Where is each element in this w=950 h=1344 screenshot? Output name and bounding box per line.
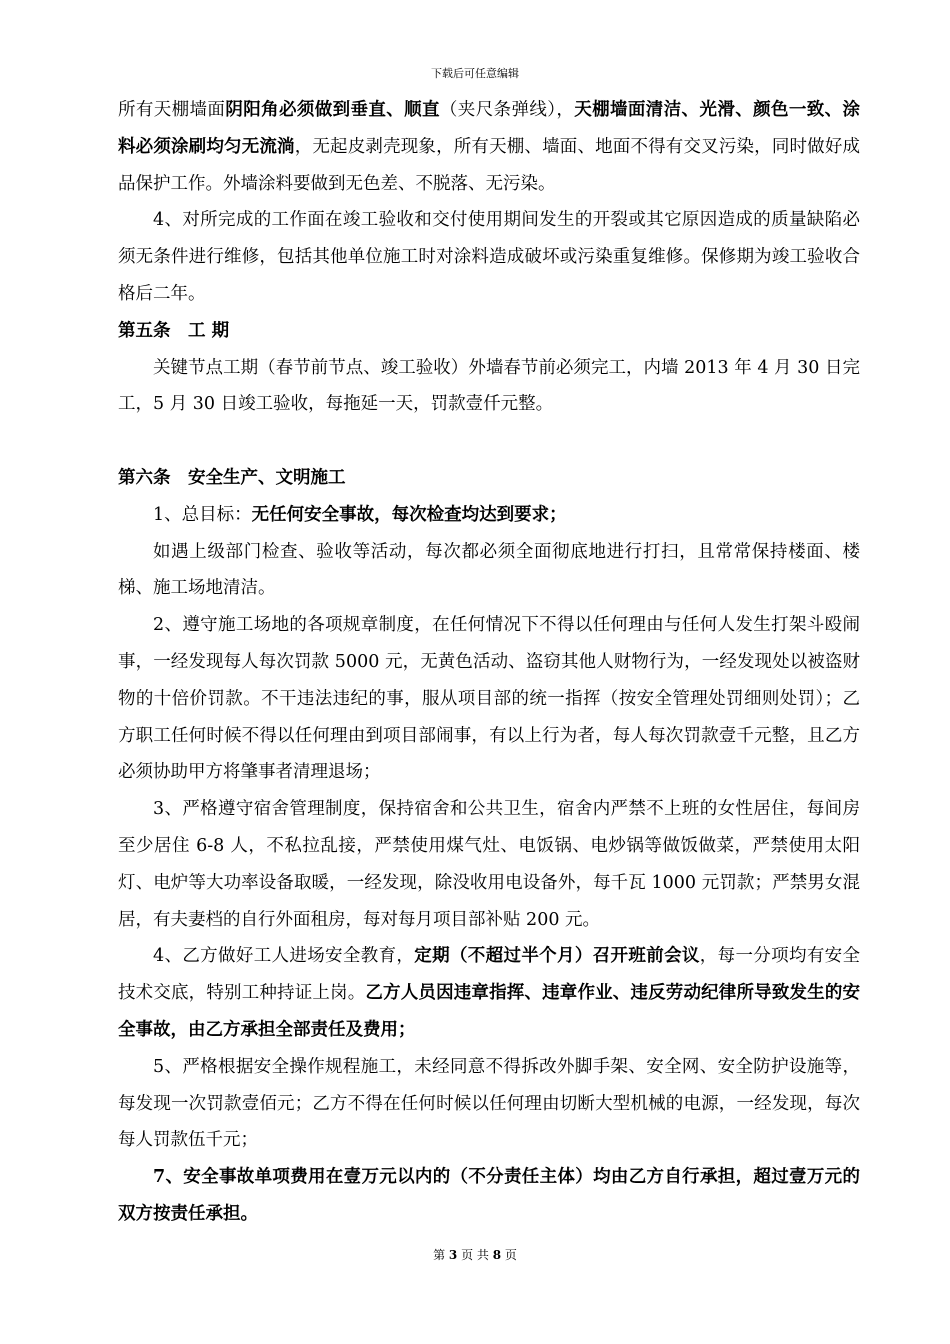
paragraph-accident-cost: 7、安全事故单项费用在壹万元以内的（不分责任主体）均由乙方自行承担，超过壹万元的双方按责任承担。 — [118, 1167, 860, 1224]
emphasis-goal: 无任何安全事故，每次检查均达到要求； — [251, 504, 567, 525]
paragraph-schedule: 关键节点工期（春节前节点、竣工验收）外墙春节前必须完工，内墙 2013 年 4 月 30 日完工，5 月 30 日竣工验收，每拖延一天，罚款壹仟元整。 — [118, 357, 860, 415]
section-number: 第五条 — [118, 320, 171, 341]
section-number: 第六条 — [118, 467, 171, 488]
page-number: 3 — [448, 1248, 458, 1262]
page-total: 8 — [492, 1248, 502, 1262]
page-footer: 第 3 页 共 8 页 — [433, 1248, 517, 1262]
paragraph-safety-education: 4、乙方做好工人进场安全教育，定期（不超过半个月）召开班前会议，每一分项均有安全技术交底，特别工种持证上岗。乙方人员因违章指挥、违章作业、违反劳动纪律所导致发生的安全事故，由乙方承担全部责任及费用； — [118, 946, 861, 1040]
paragraph-operation-rules: 5、严格根据安全操作规程施工，未经同意不得拆改外脚手架、安全网、安全防护设施等，每发现一次罚款壹佰元；乙方不得在任何时候以任何理由切断大型机械的电源，一经发现，每次每人罚款伍千元； — [118, 1056, 860, 1151]
paragraph-warranty: 4、对所完成的工作面在竣工验收和交付使用期间发生的开裂或其它原因造成的质量缺陷必须无条件进行维修，包括其他单位施工时对涂料造成破坏或污染重复维修。保修期为竣工验收合格后二年。 — [118, 210, 860, 304]
page-header: 下载后可任意编辑 — [431, 67, 519, 80]
paragraph-inspection: 如遇上级部门检查、验收等活动，每次都必须全面彻底地进行打扫，且常常保持楼面、楼梯、施工场地清洁。 — [118, 541, 860, 599]
emphasis-liability: 乙方人员因违章指挥、违章作业、违反劳动纪律所导致发生的安全事故，由乙方承担全部责任及费用； — [118, 983, 860, 1040]
emphasis-surface-requirement: 天棚墙面清洁、光滑、颜色一致、涂料必须涂刷均匀无流淌 — [118, 100, 861, 157]
document-body — [118, 92, 860, 1233]
paragraph-site-rules: 2、遵守施工场地的各项规章制度，在任何情况下不得以任何理由与任何人发生打架斗殴闹事，一经发现每人每次罚款 5000 元，无黄色活动、盗窃其他人财物行为，一经发现处以被盗财物的十倍价罚款。不干违法违纪的事，服从项目部的统一指挥（按安全管理处罚细则处罚）；乙方职工任何时候不得以任何理由到项目部闹事，有以上行为者，每人每次罚款壹千元整，且乙方必须协助甲方将肇事者清理退场； — [118, 615, 860, 783]
emphasis-meeting: 定期（不超过半个月）召开班前会议 — [414, 946, 700, 967]
section-title: 安全生产、文明施工 — [188, 467, 346, 488]
emphasis-corner-requirement: 阴阳角必须做到垂直、顺直 — [225, 100, 440, 120]
paragraph-finish-quality: 所有天棚墙面阴阳角必须做到垂直、顺直（夹尺条弹线），天棚墙面清洁、光滑、颜色一致、涂料必须涂刷均匀无流淌，无起皮剥壳现象，所有天棚、墙面、地面不得有交叉污染，同时做好成品保护工作。外墙涂料要做到无色差、不脱落、无污染。 — [118, 100, 861, 194]
paragraph-dormitory: 3、严格遵守宿舍管理制度，保持宿舍和公共卫生，宿舍内严禁不上班的女性居住，每间房至少居住 6-8 人，不私拉乱接，严禁使用煤气灶、电饭锅、电炒锅等做饭做菜，严禁使用太阳灯、电炉等大功率设备取暖，一经发现，除没收用电设备外，每千瓦 1000 元罚款；严禁男女混居，有夫妻档的自行外面租房，每对每月项目部补贴 200 元。 — [118, 799, 860, 930]
paragraph-goal: 1、总目标：无任何安全事故，每次检查均达到要求； — [153, 504, 567, 525]
section-heading-6 — [118, 460, 860, 497]
section-title: 工 期 — [188, 320, 230, 341]
blank-line — [118, 423, 860, 460]
section-heading-5 — [118, 313, 860, 350]
